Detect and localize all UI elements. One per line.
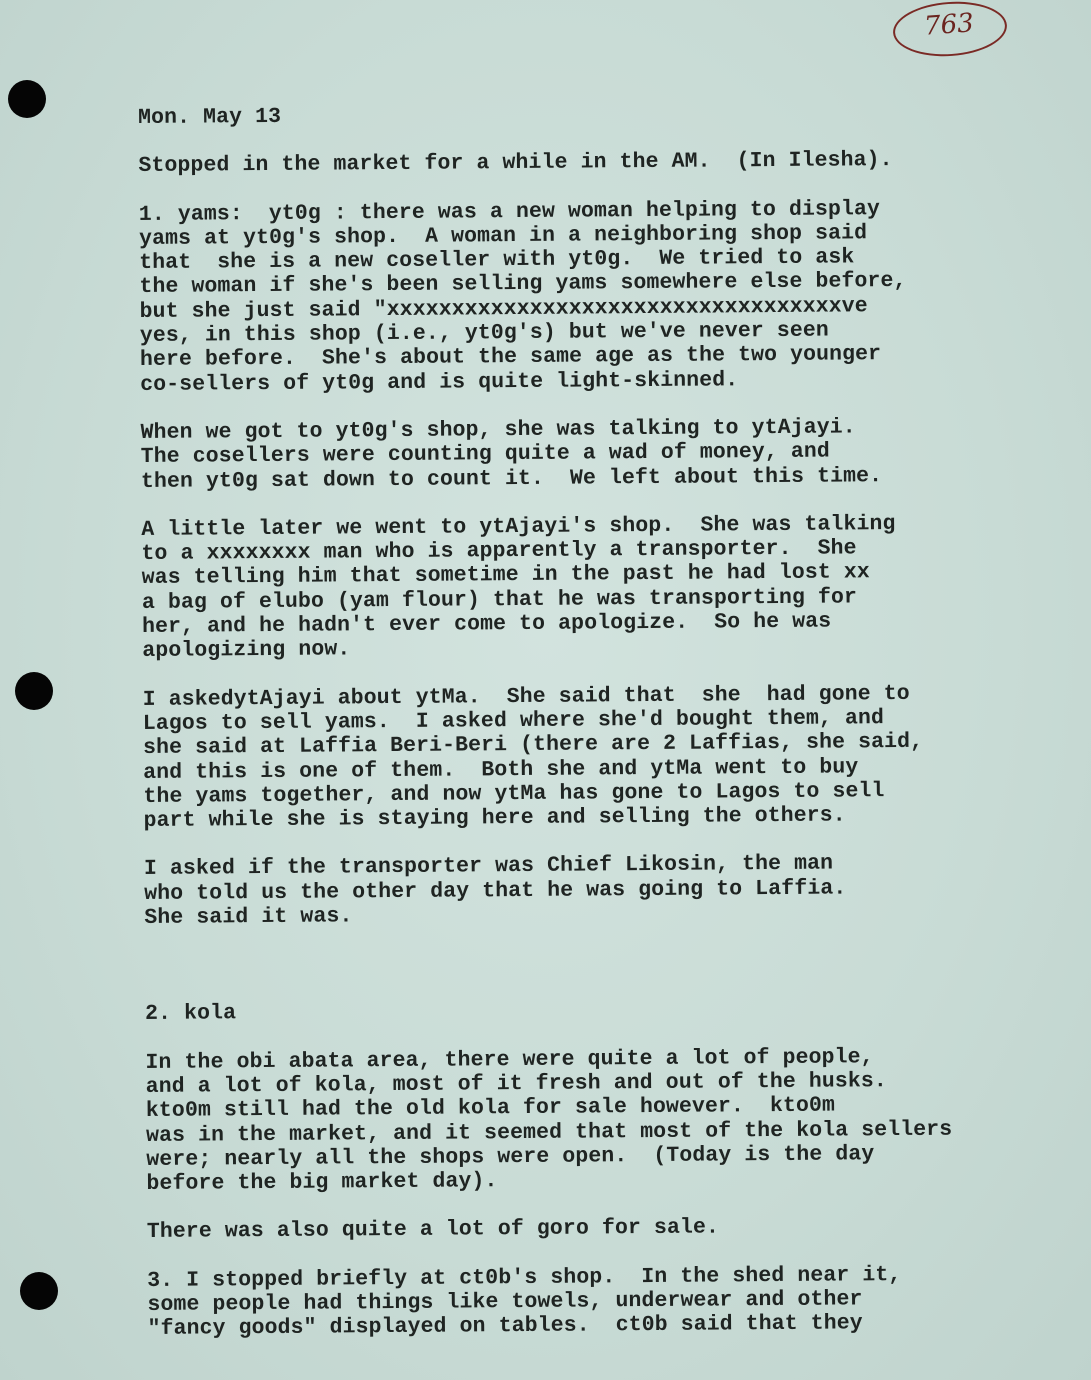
- page-number-stamp: [893, 2, 1005, 54]
- text-line: She said it was.: [144, 904, 353, 930]
- text-line: The cosellers were counting quite a wad of money, and: [140, 439, 830, 470]
- text-line: then yt0g sat down to count it. We left about this time.: [140, 463, 883, 494]
- text-line: she said at Laffia Beri-Beri (there are 2 Laffias, she said,: [142, 730, 924, 761]
- text-line: was telling him that sometime in the past he had lost xx: [141, 560, 870, 591]
- text-line: and this is one of them. Both she and ytMa went to buy: [143, 754, 859, 785]
- text-line: the yams together, and now ytMa has gone to Lagos to sell: [143, 778, 885, 809]
- text-line: 1. yams: yt0g : there was a new woman helping to display: [138, 196, 881, 227]
- section-heading: 2. kola: [145, 1001, 237, 1027]
- text-line: her, and he hadn't ever come to apologize. So he was: [141, 609, 832, 640]
- text-line: yes, in this shop (i.e., yt0g's) but we've never seen: [139, 318, 830, 349]
- text-line: the woman if she's been selling yams somewhere else before,: [139, 269, 907, 300]
- text-line: In the obi abata area, there were quite a lot of people,: [145, 1044, 874, 1075]
- punch-hole-top: [8, 80, 46, 118]
- text-line: "fancy goods" displayed on tables. ct0b said that they: [147, 1311, 863, 1342]
- text-line: were; nearly all the shops were open. (Today is the day: [146, 1142, 875, 1172]
- text-line: a bag of elubo (yam flour) that he was transporting for: [141, 585, 858, 615]
- punch-hole-middle: [15, 672, 53, 710]
- line-gap: [144, 923, 1044, 978]
- text-line: to a xxxxxxxx man who is apparently a transporter. She: [141, 536, 857, 567]
- text-line: Stopped in the market for a while in the AM. (In Ilesha).: [138, 148, 893, 179]
- text-line: Lagos to sell yams. I asked where she'd bought them, and: [142, 706, 885, 736]
- text-line: There was also quite a lot of goro for sale.: [146, 1215, 720, 1245]
- text-line: who told us the other day that he was going to Laffia.: [144, 876, 847, 906]
- text-line: and a lot of kola, most of it fresh and out of the husks.: [145, 1069, 887, 1099]
- text-line: that she is a new coseller with yt0g. We tried to ask: [139, 245, 855, 276]
- punch-hole-bottom: [20, 1272, 58, 1310]
- text-line: was in the market, and it seemed that most of the kola sellers: [145, 1117, 953, 1148]
- text-line: part while she is staying here and selling the others.: [143, 803, 846, 834]
- text-line: before the big market day).: [146, 1169, 498, 1197]
- text-line: yams at yt0g's shop. A woman in a neighboring shop said: [138, 221, 868, 251]
- date-heading: Mon. May 13: [138, 104, 282, 130]
- text-line: but she just said "xxxxxxxxxxxxxxxxxxxxxxxxxxxxxxxxxxxve: [139, 294, 868, 324]
- text-line: I asked if the transporter was Chief Likosin, the man: [143, 851, 834, 882]
- text-line: co-sellers of yt0g and is quite light-skinned.: [140, 367, 739, 397]
- typed-notes: [138, 99, 1048, 1342]
- text-line: some people had things like towels, underwear and other: [147, 1287, 863, 1317]
- text-line: apologizing now.: [142, 637, 351, 664]
- text-line: When we got to yt0g's shop, she was talking to ytAjayi.: [140, 415, 856, 445]
- page-number: 763: [923, 8, 975, 42]
- text-line: here before. She's about the same age as the two younger: [139, 342, 882, 373]
- text-line: A little later we went to ytAjayi's shop. She was talking: [141, 511, 896, 542]
- text-line: kto0m still had the old kola for sale however. kto0m: [145, 1093, 836, 1124]
- text-line: I askedytAjayi about ytMa. She said that she had gone to: [142, 681, 910, 712]
- text-line: 3. I stopped briefly at ct0b's shop. In the shed near it,: [147, 1262, 902, 1293]
